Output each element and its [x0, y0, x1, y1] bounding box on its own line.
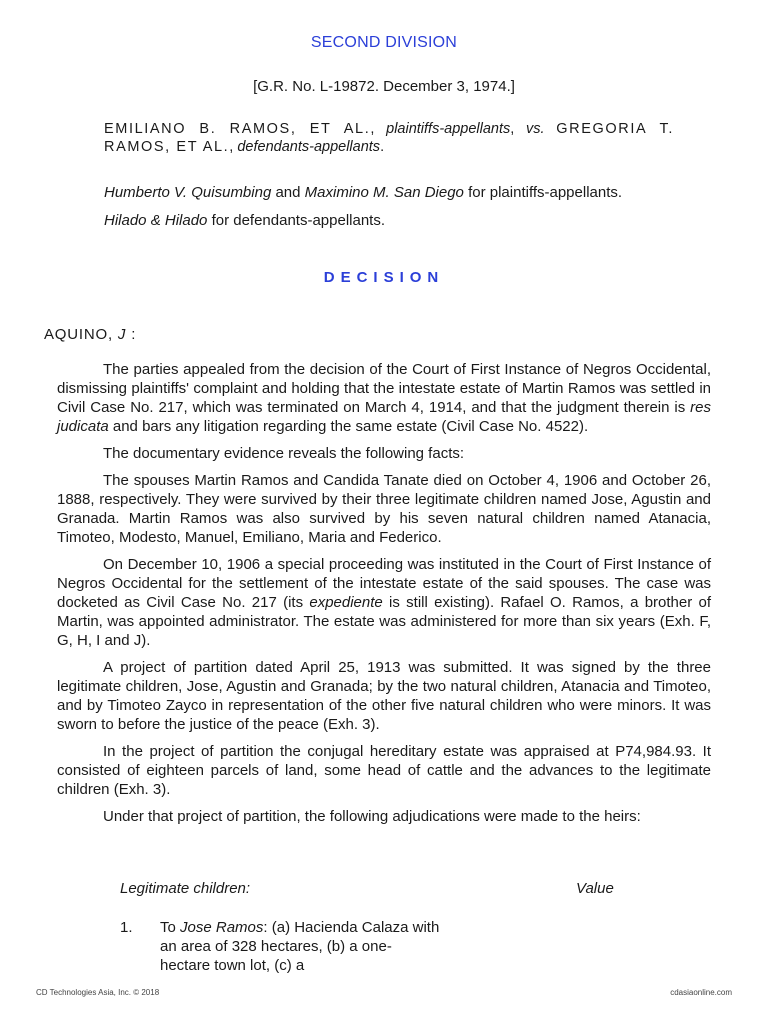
- case-number: [G.R. No. L-19872. December 3, 1974.]: [253, 78, 515, 95]
- paragraph-1: [57, 360, 711, 436]
- paragraph-4-italic: expediente: [309, 594, 383, 611]
- paragraph-5: A project of partition dated April 25, 1913 was submitted. It was signed by the three legitimate children, Jose, Agustin and Granada; by the two natural children, Atanacia and Timoteo, and by Timoteo Zayco in representation of the other five natural children who were minors. It was sworn to before the justice of the peace (Exh. 3).: [57, 659, 711, 733]
- item-description: : (a) Hacienda Calaza with an area of 328 hectares, (b) a one-hectare town lot, (c) a: [160, 919, 440, 974]
- counsel-for-defendants: for defendants-appellants.: [211, 212, 386, 229]
- page-footer: [36, 988, 732, 997]
- decision-body: [57, 360, 711, 834]
- adjudication-table-header: [120, 880, 640, 897]
- paragraph-6: In the project of partition the conjugal hereditary estate was appraised at P74,984.93. It consisted of eighteen parcels of land, some head of cattle and the advances to the legitimate children (Exh. 3).: [57, 743, 711, 798]
- paragraph-7: Under that project of partition, the following adjudications were made to the heirs:: [103, 808, 641, 825]
- item-to: To: [160, 919, 176, 936]
- versus-label: vs.: [526, 121, 545, 137]
- paragraph-1-text-b: and bars any litigation regarding the same estate (Civil Case No. 4522).: [112, 418, 589, 435]
- case-parties: EMILIANO B. RAMOS, ET AL., plaintiffs-appellants, vs. GREGORIA T. RAMOS, ET AL., defendants-appellants.: [104, 121, 674, 155]
- division-heading: SECOND DIVISION: [310, 34, 458, 51]
- heir-column-label: Legitimate children:: [120, 880, 251, 897]
- defendants-counsel-line: [104, 212, 724, 229]
- paragraph-4-text-a: On December 10, 1906 a special proceeding was instituted in the Court of First Instance of Negros Occidental for the settlement of the intestate estate of the said spouses. The case was docketed as Civil Case No. 217 (its: [57, 556, 711, 611]
- decision-heading: DECISION: [323, 269, 445, 286]
- paragraph-1-text-a: The parties appealed from the decision of the Court of First Instance of Negros Occidental, dismissing plaintiffs' complaint and holding that the intestate estate of Martin Ramos was settled in Civil Case No. 217, which was terminated on March 4, 1914, and that the judgment therein is: [57, 361, 711, 416]
- paragraph-1-italic: res judicata: [57, 399, 711, 435]
- counsel-name-2: Maximino M. San Diego: [304, 184, 464, 201]
- footer-site: cdasiaonline.com: [670, 988, 732, 997]
- counsel-for-plaintiffs: for plaintiffs-appellants.: [468, 184, 623, 201]
- paragraph-2: The documentary evidence reveals the following facts:: [103, 445, 465, 462]
- paragraph-4-text-b: is still existing). Rafael O. Ramos, a brother of Martin, was appointed administrator. The estate was administered for more than six years (Exh. F, G, H, I and J).: [57, 594, 712, 649]
- judge-name: AQUINO,: [44, 326, 113, 343]
- judge-title: J: [117, 326, 127, 343]
- defendants-role: defendants-appellants: [237, 139, 381, 155]
- counsel-name-3: Hilado & Hilado: [104, 212, 208, 229]
- footer-copyright: CD Technologies Asia, Inc. © 2018: [36, 988, 160, 997]
- paragraph-4: [57, 555, 711, 650]
- plaintiffs-name: EMILIANO B. RAMOS, ET AL.: [104, 121, 371, 137]
- defendants-name: GREGORIA T. RAMOS, ET AL.: [104, 121, 674, 155]
- paragraph-3: The spouses Martin Ramos and Candida Tanate died on October 4, 1906 and October 26, 1888, respectively. They were survived by their three legitimate children named Jose, Agustin and Granada. Martin Ramos was also survived by his seven natural children named Atanacia, Timoteo, Modesto, Manuel, Emiliano, Maria and Federico.: [57, 472, 711, 546]
- counsel-and: and: [275, 184, 301, 201]
- item-text: [160, 918, 440, 975]
- value-column-label: Value: [576, 880, 614, 897]
- plaintiffs-counsel-line: [104, 184, 724, 201]
- plaintiffs-role: plaintiffs-appellants: [386, 121, 511, 137]
- item-heir-name: Jose Ramos: [180, 919, 264, 936]
- counsel-name-1: Humberto V. Quisumbing: [104, 184, 272, 201]
- item-number: 1.: [120, 919, 133, 936]
- ponente: AQUINO, J :: [44, 326, 137, 343]
